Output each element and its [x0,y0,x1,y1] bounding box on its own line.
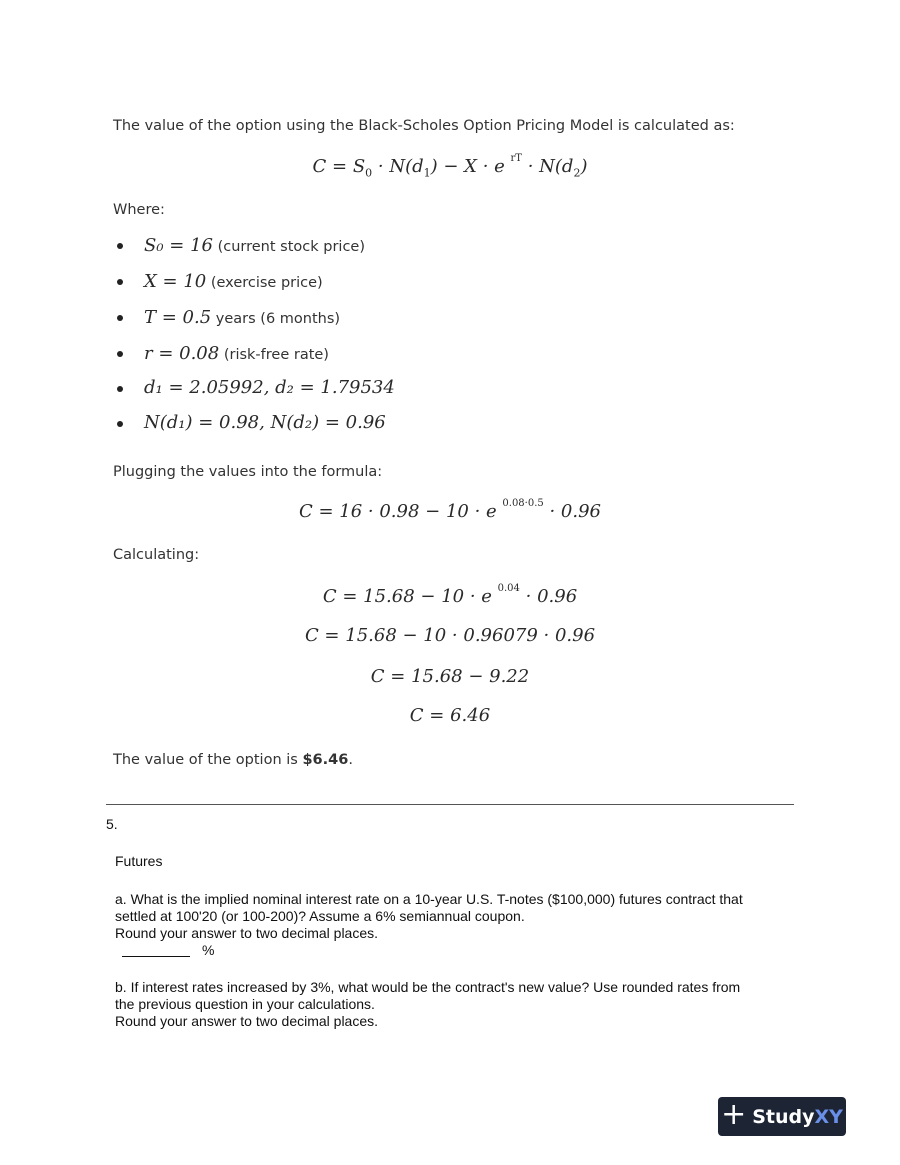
variable-desc: (exercise price) [206,275,323,291]
calc-line [0,625,900,646]
formula-part: C = 6.46 [409,705,491,726]
variable-desc: (risk-free rate) [219,347,329,363]
answer-unit: % [202,942,215,958]
variable-math: d₁ = 2.05992, d₂ = 1.79534 [144,377,395,398]
formula-part: · 0.96 [519,586,578,607]
calc-line [0,705,900,726]
question-text: Round your answer to two decimal places. [115,925,379,941]
formula-part: ) − X · e [430,156,511,177]
studyxy-logo [718,1097,846,1136]
list-item [144,343,329,364]
section-divider [106,804,794,805]
bullet [117,279,123,285]
answer-row [115,942,743,959]
question-text: b. If interest rates increased by 3%, what would be the contract's new value? Use rounded rates from [115,979,741,995]
formula-part: · N(d [372,156,424,177]
where-label: Where: [113,202,165,218]
variable-math: X = 10 [144,271,207,292]
variable-desc: (current stock price) [212,239,366,255]
plugged-formula [0,498,900,522]
black-scholes-formula [0,153,900,180]
question-topic: Futures [115,853,163,869]
formula-part: C = S [312,156,366,177]
calc-line [0,583,900,607]
formula-sub: 2 [573,166,581,180]
intro-text: The value of the option using the Black-Scholes Option Pricing Model is calculated as: [113,118,735,134]
bullet [117,243,123,249]
logo-brand: Study [752,1105,815,1128]
conclusion-value: $6.46 [302,752,349,768]
question-number: 5. [106,816,118,832]
formula-part: · N(d [521,156,574,177]
bullet [117,386,123,392]
answer-blank-a[interactable] [122,956,190,957]
list-item [144,377,395,398]
conclusion-end: . [348,752,353,768]
formula-sub: 0 [365,166,373,180]
formula-part: · 0.96 [543,501,602,522]
formula-part: C = 15.68 − 10 · 0.96079 · 0.96 [304,625,596,646]
variable-math: T = 0.5 [144,307,212,328]
conclusion-text: The value of the option is [113,752,303,768]
list-item [144,271,323,292]
calc-line [0,666,900,687]
list-item [144,412,386,433]
bullet [117,351,123,357]
formula-part: C = 15.68 − 9.22 [370,666,530,687]
variable-desc: years (6 months) [211,311,341,327]
calculating-label: Calculating: [113,547,200,563]
formula-sub: 1 [423,166,431,180]
variable-math: r = 0.08 [144,343,220,364]
formula-exponent: rT [510,153,522,164]
question-part-a [115,891,743,959]
formula-exponent: 0.08·0.5 [502,498,544,509]
formula-exponent: 0.04 [497,583,520,594]
formula-part: C = 15.68 − 10 · e [322,586,498,607]
formula-part: ) [580,156,588,177]
bullet [117,421,123,427]
question-text: settled at 100'20 (or 100-200)? Assume a 6% semiannual coupon. [115,908,525,924]
bullet [117,315,123,321]
variable-math: S₀ = 16 [144,235,213,256]
conclusion [113,752,353,768]
question-text: Round your answer to two decimal places. [115,1013,379,1029]
variable-math: N(d₁) = 0.98, N(d₂) = 0.96 [144,412,386,433]
question-part-b [115,979,740,1030]
question-text: a. What is the implied nominal interest rate on a 10-year U.S. T-notes ($100,000) futures contract that [115,891,743,907]
list-item [144,307,340,328]
list-item [144,235,365,256]
plus-icon: + [721,1096,747,1132]
question-text: the previous question in your calculations. [115,996,375,1012]
logo-brand-accent: XY [814,1105,843,1128]
formula-part: C = 16 · 0.98 − 10 · e [298,501,503,522]
plugging-label: Plugging the values into the formula: [113,464,383,480]
